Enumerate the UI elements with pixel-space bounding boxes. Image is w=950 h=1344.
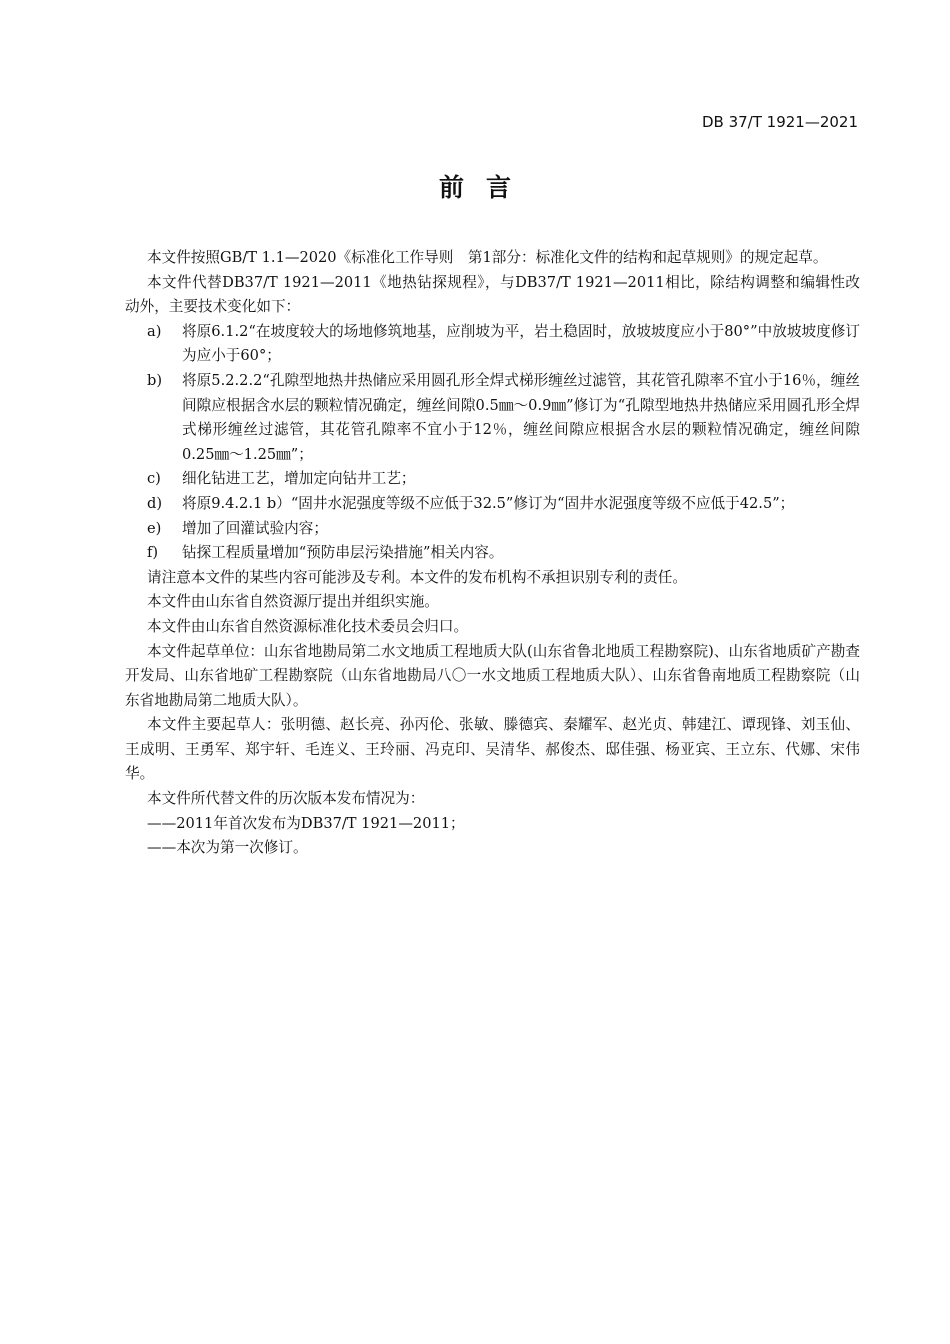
history-item: ——2011年首次发布为DB37/T 1921—2011； (147, 814, 465, 832)
list-label: f) (147, 544, 159, 562)
list-label: e) (147, 519, 162, 537)
foreword-body (125, 246, 860, 861)
paragraph: 本文件由山东省自然资源标准化技术委员会归口。 (147, 617, 469, 635)
list-item (125, 467, 860, 492)
page-title: 前言 (438, 173, 533, 202)
paragraph: 本文件所代替文件的历次版本发布情况为： (147, 790, 425, 808)
paragraph: 请注意本文件的某些内容可能涉及专利。本文件的发布机构不承担识别专利的责任。 (147, 568, 687, 586)
paragraph: 本文件代替DB37/T 1921—2011《地热钻探规程》，与DB37/T 1921—2011相比，除结构调整和编辑性改动外，主要技术变化如下： (125, 273, 860, 316)
list-item (125, 369, 860, 467)
list-label: d) (147, 494, 163, 512)
list-item (125, 492, 860, 517)
list-text: 增加了回灌试验内容； (182, 519, 328, 537)
paragraph: 本文件按照GB/T 1.1—2020《标准化工作导则 第1部分：标准化文件的结构和起草规则》的规定起草。 (147, 249, 828, 266)
history-item: ——本次为第一次修订。 (147, 839, 308, 857)
list-label: b) (147, 371, 163, 389)
paragraph: 本文件起草单位：山东省地勘局第二水文地质工程地质大队(山东省鲁北地质工程勘察院)、山东省地质矿产勘查开发局、山东省地矿工程勘察院（山东省地勘局八〇一水文地质工程地质大队）、山东省鲁南地质工程勘察院（山东省地勘局第二地质大队）。 (125, 642, 860, 709)
list-text: 将原5.2.2.2“孔隙型地热井热储应采用圆孔形全焊式梯形缠丝过滤管，其花管孔隙率不宜小于16％，缠丝间隙应根据含水层的颗粒情况确定，缠丝间隙0.5㎜～0.9㎜”修订为“孔隙型地热井热储应采用圆孔形全焊式梯形缠丝过滤管，其花管孔隙率不宜小于12％，缠丝间隙应根据含水层的颗粒情况确定，缠丝间隙0.25㎜～1.25㎜”； (182, 371, 860, 463)
list-text: 细化钻进工艺，增加定向钻井工艺； (182, 470, 416, 488)
list-text: 将原9.4.2.1 b）“固井水泥强度等级不应低于32.5”修订为“固井水泥强度等级不应低于42.5”； (182, 494, 795, 512)
list-item (125, 517, 860, 542)
list-text: 将原6.1.2“在坡度较大的场地修筑地基，应削坡为平，岩土稳固时，放坡坡度应小于80°”中放坡坡度修订为应小于60°； (182, 322, 860, 365)
list-label: a) (147, 322, 162, 340)
paragraph: 本文件由山东省自然资源厅提出并组织实施。 (147, 593, 439, 611)
document-number: DB 37/T 1921—2021 (701, 113, 858, 131)
list-item (125, 541, 860, 566)
list-text: 钻探工程质量增加“预防串层污染措施”相关内容。 (182, 544, 504, 562)
paragraph: 本文件主要起草人：张明德、赵长亮、孙丙伦、张敏、滕德宾、秦耀军、赵光贞、韩建江、谭现锋、刘玉仙、王成明、王勇军、郑宇轩、毛连义、王玲丽、冯克印、吴清华、郝俊杰、邸佳强、杨亚宾、王立东、代娜、宋伟华。 (125, 716, 860, 783)
list-label: c) (147, 470, 161, 488)
list-item (125, 320, 860, 369)
